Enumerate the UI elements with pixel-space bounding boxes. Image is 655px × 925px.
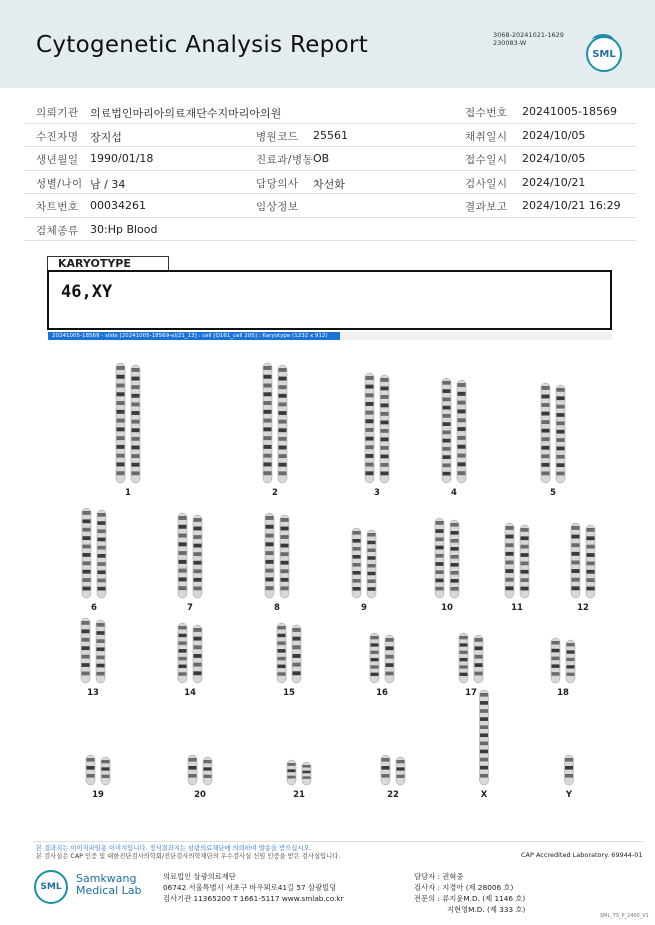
chromosome-pair-12 bbox=[571, 523, 595, 598]
label-accession: 접수번호 bbox=[465, 107, 508, 119]
footer-divider bbox=[33, 841, 643, 842]
lab-name: 의료법인 삼광의료재단 bbox=[163, 872, 236, 881]
samkwang-logo-mark: SML bbox=[34, 870, 68, 904]
chromosome-pair-6 bbox=[82, 508, 106, 598]
label-report-date: 결과보고 bbox=[465, 201, 508, 213]
staff-specialist-2: 지현영M.D. (제 333 호) bbox=[447, 905, 526, 914]
chromosome-label-16: 16 bbox=[376, 688, 388, 698]
chromosome-label-12: 12 bbox=[577, 603, 589, 613]
value-accession: 20241005-18569 bbox=[522, 105, 617, 118]
chromosome-label-5: 5 bbox=[550, 488, 556, 498]
label-collection-date: 채취일시 bbox=[465, 130, 508, 143]
karyogram-image bbox=[40, 345, 620, 815]
lab-contact: 검사기관 11365200 T 1661-5117 www.smlab.co.kr bbox=[163, 894, 344, 903]
karyotype-result-box bbox=[47, 270, 612, 330]
chromosome-label-11: 11 bbox=[511, 603, 523, 613]
label-test-date: 검사일시 bbox=[465, 177, 508, 190]
value-test-date: 2024/10/21 bbox=[522, 175, 586, 189]
chromosome-pair-1 bbox=[116, 363, 140, 483]
info-row bbox=[24, 194, 636, 218]
chromosome-pair-16 bbox=[370, 633, 394, 683]
chromosome-label-4: 4 bbox=[451, 488, 457, 498]
label-physician: 담당의사 bbox=[256, 177, 299, 190]
report-code bbox=[493, 31, 564, 47]
karyogram-caption: 20241005-18569 - slide [20241005-18569-el/21_13] : cell [Q161_cell 205] : Karyotype (1232 x 912) bbox=[48, 332, 340, 340]
chromosome-pair-13 bbox=[81, 618, 105, 683]
sml-logo: SML bbox=[586, 36, 622, 72]
chromosome-pair-3 bbox=[365, 373, 389, 483]
label-chart-number: 차트번호 bbox=[36, 201, 79, 213]
report-header bbox=[0, 0, 655, 88]
info-row bbox=[24, 171, 636, 195]
chromosome-label-2: 2 bbox=[272, 488, 278, 498]
karyogram-drawing bbox=[40, 345, 620, 815]
info-row bbox=[24, 147, 636, 171]
value-institution: 의료법인마리아의료재단수지마리아의원 bbox=[90, 107, 282, 120]
label-institution: 의뢰기관 bbox=[36, 107, 79, 119]
value-birthdate: 1990/01/18 bbox=[90, 152, 154, 165]
report-code-line2: 230083-W bbox=[493, 39, 527, 47]
chromosome-pair-X bbox=[480, 690, 489, 785]
chromosome-label-6: 6 bbox=[91, 603, 97, 613]
chromosome-label-3: 3 bbox=[374, 488, 380, 498]
cap-accreditation: CAP Accredited Laboratory. 69944-01 bbox=[521, 851, 643, 859]
chromosome-pair-21 bbox=[287, 760, 311, 785]
label-clinical-info: 임상정보 bbox=[256, 201, 299, 213]
karyotype-tab: KARYOTYPE bbox=[47, 256, 169, 271]
chromosome-label-18: 18 bbox=[557, 688, 569, 698]
value-collection-date: 2024/10/05 bbox=[522, 128, 586, 142]
chromosome-label-X: X bbox=[480, 790, 488, 800]
footer-note-image: 본 결과지는 이미지파일용 이미지입니다. 정식결과지는 삼광의료재단에 의뢰하여 발송을 받으십시오. bbox=[36, 845, 312, 852]
chromosome-label-14: 14 bbox=[184, 688, 196, 698]
label-birthdate: 생년월일 bbox=[36, 154, 79, 166]
value-physician: 차선화 bbox=[313, 177, 345, 191]
chromosome-pair-4 bbox=[442, 378, 466, 483]
chromosome-pair-22 bbox=[381, 755, 405, 785]
label-sex-age: 성별/나이 bbox=[36, 177, 83, 190]
samkwang-logo-text bbox=[76, 873, 142, 897]
chromosome-label-21: 21 bbox=[293, 790, 305, 800]
report-code-line1: 3068-20241021-1629 bbox=[493, 31, 564, 39]
label-received-date: 접수일시 bbox=[465, 154, 508, 166]
chromosome-pair-8 bbox=[265, 513, 289, 598]
samkwang-logo-line1: Samkwang bbox=[76, 872, 137, 885]
samkwang-logo bbox=[34, 868, 159, 906]
staff-list bbox=[414, 871, 525, 915]
value-department: OB bbox=[313, 152, 330, 165]
info-row bbox=[24, 218, 636, 242]
chromosome-label-9: 9 bbox=[361, 603, 367, 613]
samkwang-logo-line2: Medical Lab bbox=[76, 884, 142, 897]
chromosome-pair-7 bbox=[178, 513, 202, 598]
chromosome-pair-14 bbox=[178, 623, 202, 683]
chromosome-pair-18 bbox=[551, 638, 575, 683]
chromosome-label-19: 19 bbox=[92, 790, 104, 800]
value-specimen-type: 30:Hp Blood bbox=[90, 222, 158, 236]
chromosome-pair-11 bbox=[505, 523, 529, 598]
karyotype-value: 46,XY bbox=[61, 282, 113, 302]
staff-specialist-1: 전문의 : 류지윤M.D. (제 1146 호) bbox=[414, 894, 526, 903]
chromosome-pair-10 bbox=[435, 518, 459, 598]
chromosome-label-20: 20 bbox=[194, 790, 206, 800]
lab-street: 06742 서울특별시 서초구 바우뫼로41길 57 삼광빌딩 bbox=[163, 883, 337, 892]
chromosome-pair-17 bbox=[459, 633, 483, 683]
patient-info-table bbox=[24, 100, 636, 241]
chromosome-label-17: 17 bbox=[465, 688, 477, 698]
chromosome-pair-5 bbox=[541, 383, 565, 483]
chromosome-pair-2 bbox=[263, 363, 287, 483]
value-sex-age: 남 / 34 bbox=[90, 177, 126, 191]
form-code: SML_TS_P_2400_V1 bbox=[600, 913, 649, 919]
info-row bbox=[24, 100, 636, 124]
value-chart-number: 00034261 bbox=[90, 199, 146, 212]
value-patient-name: 장지섭 bbox=[90, 130, 122, 144]
chromosome-label-8: 8 bbox=[274, 603, 280, 613]
chromosome-pair-Y bbox=[565, 755, 574, 785]
chromosome-pair-15 bbox=[277, 623, 301, 683]
report-title: Cytogenetic Analysis Report bbox=[36, 32, 369, 58]
staff-contact: 담당자 : 권혁중 bbox=[414, 872, 464, 881]
chromosome-label-7: 7 bbox=[187, 603, 193, 613]
label-specimen-type: 검체종류 bbox=[36, 224, 79, 237]
info-row bbox=[24, 124, 636, 148]
chromosome-label-10: 10 bbox=[441, 603, 453, 613]
karyogram-caption-fill bbox=[340, 332, 612, 340]
chromosome-label-13: 13 bbox=[87, 688, 99, 698]
chromosome-label-1: 1 bbox=[125, 488, 131, 498]
label-department: 진료과/병동 bbox=[256, 154, 314, 166]
chromosome-pair-20 bbox=[188, 755, 212, 785]
label-hospital-code: 병원코드 bbox=[256, 130, 299, 143]
chromosome-label-22: 22 bbox=[387, 790, 399, 800]
footer-note-accreditation: 본 검사실은 CAP 인증 및 대한진단검사의학회/진단검사의학재단의 우수검사실 신임 인증을 받은 검사실입니다. bbox=[36, 853, 341, 860]
value-received-date: 2024/10/05 bbox=[522, 152, 586, 165]
chromosome-label-15: 15 bbox=[283, 688, 295, 698]
value-report-date: 2024/10/21 16:29 bbox=[522, 199, 621, 212]
chromosome-pair-19 bbox=[86, 755, 110, 785]
lab-address bbox=[163, 871, 344, 904]
value-hospital-code: 25561 bbox=[313, 128, 348, 142]
chromosome-pair-9 bbox=[352, 528, 376, 598]
staff-examiner: 검사자 : 지경아 (제 28006 호) bbox=[414, 883, 514, 892]
label-patient-name: 수진자명 bbox=[36, 130, 79, 143]
chromosome-label-Y: Y bbox=[565, 790, 573, 800]
